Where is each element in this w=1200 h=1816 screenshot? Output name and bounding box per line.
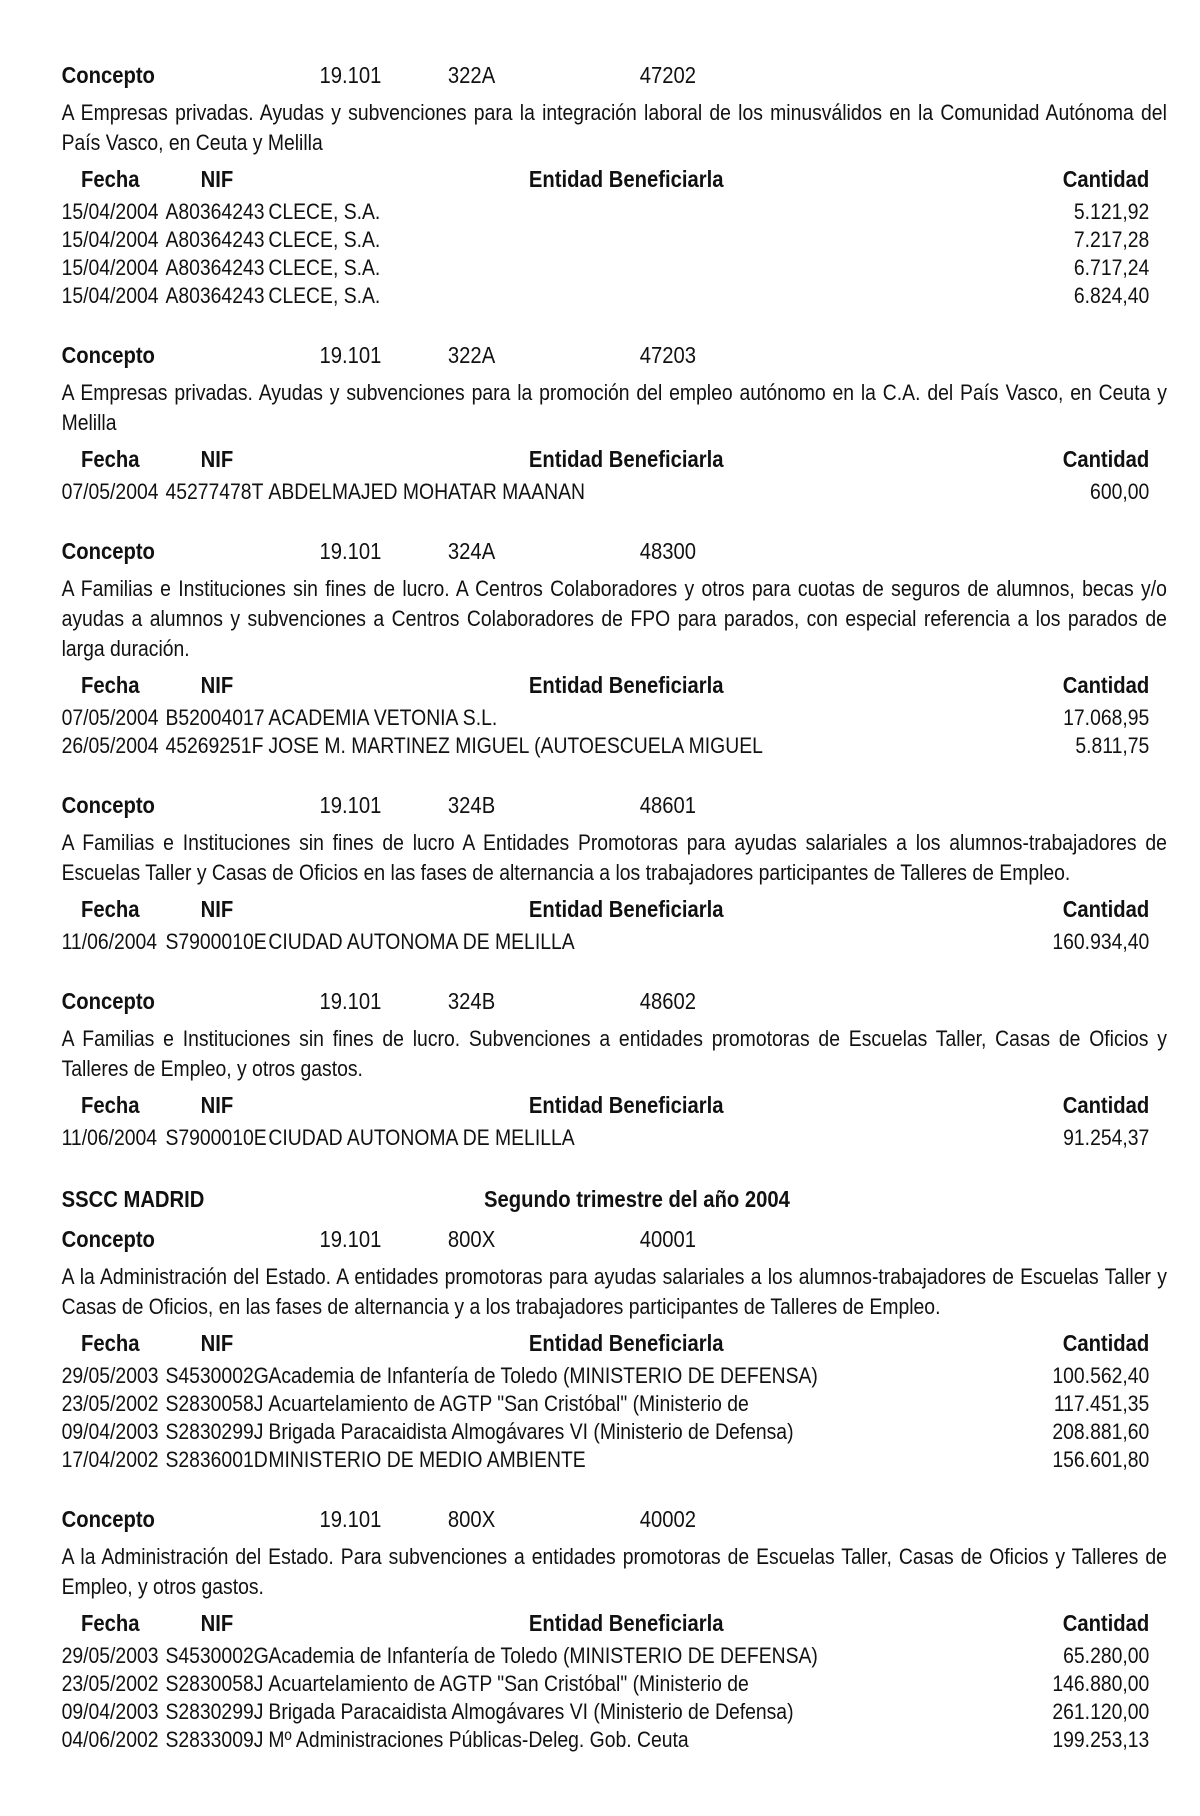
concept-line bbox=[62, 1222, 1167, 1256]
row-nif: A80364243 bbox=[165, 283, 265, 308]
header-nif: NIF bbox=[200, 446, 234, 472]
concept-section bbox=[62, 984, 1167, 1152]
concept-org: 19.101 bbox=[319, 988, 382, 1014]
concept-label: Concepto bbox=[61, 988, 155, 1014]
table-row bbox=[62, 198, 1167, 226]
row-entidad: Mº Administraciones Públicas-Deleg. Gob. Ceuta bbox=[268, 1727, 689, 1752]
concept-org: 19.101 bbox=[319, 62, 382, 88]
row-cantidad: 5.121,92 bbox=[1073, 199, 1150, 224]
row-fecha: 26/05/2004 bbox=[61, 733, 159, 758]
table-row bbox=[62, 1698, 1167, 1726]
table-header bbox=[62, 1604, 1167, 1642]
concept-label: Concepto bbox=[61, 342, 155, 368]
row-nif: A80364243 bbox=[165, 227, 265, 252]
concept-description: A Familias e Instituciones sin fines de lucro. A Centros Colaboradores y otros para cuotas de seguros de alumnos, becas y/o ayudas a alumnos y subvenciones a Centros Colaboradores de FPO para parados, con especial referencia a los parados de larga duración. bbox=[61, 576, 1167, 661]
table-rows bbox=[62, 1124, 1167, 1152]
row-entidad: CIUDAD AUTONOMA DE MELILLA bbox=[268, 1125, 575, 1150]
concept-section bbox=[62, 338, 1167, 506]
row-fecha: 29/05/2003 bbox=[61, 1643, 159, 1668]
header-fecha: Fecha bbox=[80, 166, 140, 192]
row-fecha: 04/06/2002 bbox=[61, 1727, 159, 1752]
row-nif: B52004017 bbox=[165, 705, 265, 730]
table-header bbox=[62, 666, 1167, 704]
table-row bbox=[62, 478, 1167, 506]
header-cantidad: Cantidad bbox=[1062, 166, 1150, 192]
row-entidad: MINISTERIO DE MEDIO AMBIENTE bbox=[268, 1447, 586, 1472]
table-rows bbox=[62, 198, 1167, 310]
header-cantidad: Cantidad bbox=[1062, 446, 1150, 472]
header-nif: NIF bbox=[200, 672, 234, 698]
concept-label: Concepto bbox=[61, 1226, 155, 1252]
row-cantidad: 7.217,28 bbox=[1073, 227, 1150, 252]
table-rows bbox=[62, 1362, 1167, 1474]
table-row bbox=[62, 1124, 1167, 1152]
header-entidad: Entidad Beneficiarla bbox=[528, 1092, 724, 1118]
row-cantidad: 600,00 bbox=[1090, 479, 1150, 504]
header-nif: NIF bbox=[200, 896, 234, 922]
table-rows bbox=[62, 1642, 1167, 1754]
header-fecha: Fecha bbox=[80, 1330, 140, 1356]
row-fecha: 17/04/2002 bbox=[61, 1447, 159, 1472]
row-entidad: CLECE, S.A. bbox=[268, 283, 381, 308]
row-nif: S2830299J bbox=[165, 1419, 264, 1444]
concept-description: A Familias e Instituciones sin fines de lucro A Entidades Promotoras para ayudas salariales a los alumnos-trabajadores de Escuelas Taller y Casas de Oficios en las fases de alternancia a los trabajadores participantes de Talleres de Empleo. bbox=[61, 830, 1167, 885]
concept-description: A Empresas privadas. Ayudas y subvenciones para la integración laboral de los minusválidos en la Comunidad Autónoma del País Vasco, en Ceuta y Melilla bbox=[61, 100, 1167, 155]
concept-code: 40001 bbox=[639, 1226, 697, 1252]
concept-label: Concepto bbox=[61, 792, 155, 818]
concept-label: Concepto bbox=[61, 1506, 155, 1532]
row-entidad: CLECE, S.A. bbox=[268, 227, 381, 252]
concept-description: A la Administración del Estado. Para subvenciones a entidades promotoras de Escuelas Taller, Casas de Oficios y Talleres de Empleo, y otros gastos. bbox=[61, 1544, 1167, 1599]
row-entidad: ACADEMIA VETONIA S.L. bbox=[268, 705, 498, 730]
row-cantidad: 160.934,40 bbox=[1052, 929, 1150, 954]
row-nif: S2830058J bbox=[165, 1391, 264, 1416]
concept-section bbox=[62, 534, 1167, 760]
region-name: SSCC MADRID bbox=[61, 1186, 205, 1212]
concept-org: 19.101 bbox=[319, 342, 382, 368]
concept-org: 19.101 bbox=[319, 1506, 382, 1532]
row-nif: 45277478T bbox=[165, 479, 264, 504]
row-cantidad: 199.253,13 bbox=[1052, 1727, 1150, 1752]
header-cantidad: Cantidad bbox=[1062, 1092, 1150, 1118]
table-row bbox=[62, 1418, 1167, 1446]
concept-section bbox=[62, 58, 1167, 310]
concept-program: 322A bbox=[447, 342, 496, 368]
row-fecha: 29/05/2003 bbox=[61, 1363, 159, 1388]
row-fecha: 07/05/2004 bbox=[61, 479, 159, 504]
header-entidad: Entidad Beneficiarla bbox=[528, 1330, 724, 1356]
row-cantidad: 91.254,37 bbox=[1063, 1125, 1150, 1150]
row-cantidad: 146.880,00 bbox=[1052, 1671, 1150, 1696]
row-cantidad: 17.068,95 bbox=[1063, 705, 1150, 730]
concept-line bbox=[62, 1502, 1167, 1536]
header-fecha: Fecha bbox=[80, 1092, 140, 1118]
concept-code: 47203 bbox=[639, 342, 697, 368]
row-entidad: Brigada Paracaidista Almogávares VI (Ministerio de Defensa) bbox=[268, 1699, 794, 1724]
concept-description: A Familias e Instituciones sin fines de lucro. Subvenciones a entidades promotoras de Escuelas Taller, Casas de Oficios y Talleres de Empleo, y otros gastos. bbox=[61, 1026, 1167, 1081]
header-cantidad: Cantidad bbox=[1062, 896, 1150, 922]
row-fecha: 15/04/2004 bbox=[61, 199, 159, 224]
table-row bbox=[62, 1446, 1167, 1474]
concept-code: 48602 bbox=[639, 988, 697, 1014]
table-row bbox=[62, 1670, 1167, 1698]
header-fecha: Fecha bbox=[80, 1610, 140, 1636]
concept-label: Concepto bbox=[61, 538, 155, 564]
header-fecha: Fecha bbox=[80, 896, 140, 922]
row-nif: 45269251F bbox=[165, 733, 264, 758]
concept-code: 40002 bbox=[639, 1506, 697, 1532]
concept-org: 19.101 bbox=[319, 1226, 382, 1252]
table-row bbox=[62, 254, 1167, 282]
row-cantidad: 5.811,75 bbox=[1075, 733, 1150, 758]
table-header bbox=[62, 1086, 1167, 1124]
row-fecha: 09/04/2003 bbox=[61, 1699, 159, 1724]
table-header bbox=[62, 890, 1167, 928]
row-nif: S2830058J bbox=[165, 1671, 264, 1696]
table-row bbox=[62, 928, 1167, 956]
header-entidad: Entidad Beneficiarla bbox=[528, 1610, 724, 1636]
row-entidad: Brigada Paracaidista Almogávares VI (Ministerio de Defensa) bbox=[268, 1419, 794, 1444]
table-row bbox=[62, 1642, 1167, 1670]
table-row bbox=[62, 226, 1167, 254]
header-entidad: Entidad Beneficiarla bbox=[528, 166, 724, 192]
concept-code: 47202 bbox=[639, 62, 697, 88]
row-cantidad: 6.717,24 bbox=[1073, 255, 1150, 280]
row-entidad: Academia de Infantería de Toledo (MINISTERIO DE DEFENSA) bbox=[268, 1643, 818, 1668]
table-row bbox=[62, 282, 1167, 310]
region-period: Segundo trimestre del año 2004 bbox=[484, 1186, 790, 1212]
header-nif: NIF bbox=[200, 1092, 234, 1118]
concept-description: A la Administración del Estado. A entidades promotoras para ayudas salariales a los alumnos-trabajadores de Escuelas Taller y Casas de Oficios, en las fases de alternancia y a los trabajadores participantes de Talleres de Empleo. bbox=[61, 1264, 1167, 1319]
table-header bbox=[62, 440, 1167, 478]
table-row bbox=[62, 732, 1167, 760]
document-content bbox=[62, 58, 1167, 1754]
concept-org: 19.101 bbox=[319, 792, 382, 818]
header-entidad: Entidad Beneficiarla bbox=[528, 896, 724, 922]
row-cantidad: 261.120,00 bbox=[1052, 1699, 1150, 1724]
row-fecha: 15/04/2004 bbox=[61, 283, 159, 308]
row-cantidad: 117.451,35 bbox=[1053, 1391, 1150, 1416]
concept-program: 324B bbox=[447, 792, 496, 818]
row-entidad: Acuartelamiento de AGTP "San Cristóbal" (Ministerio de bbox=[268, 1671, 749, 1696]
row-nif: S2830299J bbox=[165, 1699, 264, 1724]
row-cantidad: 208.881,60 bbox=[1052, 1419, 1150, 1444]
concept-line bbox=[62, 338, 1167, 372]
header-nif: NIF bbox=[200, 1610, 234, 1636]
sections-top bbox=[62, 58, 1167, 1152]
concept-program: 324A bbox=[447, 538, 496, 564]
header-entidad: Entidad Beneficiarla bbox=[528, 446, 724, 472]
row-entidad: CLECE, S.A. bbox=[268, 199, 381, 224]
row-entidad: CIUDAD AUTONOMA DE MELILLA bbox=[268, 929, 575, 954]
header-fecha: Fecha bbox=[80, 672, 140, 698]
table-row bbox=[62, 1390, 1167, 1418]
concept-section bbox=[62, 1222, 1167, 1474]
row-nif: S4530002G bbox=[165, 1643, 269, 1668]
header-cantidad: Cantidad bbox=[1062, 1610, 1150, 1636]
concept-program: 800X bbox=[447, 1226, 496, 1252]
concept-line bbox=[62, 534, 1167, 568]
concept-description: A Empresas privadas. Ayudas y subvenciones para la promoción del empleo autónomo en la C.A. del País Vasco, en Ceuta y Melilla bbox=[61, 380, 1167, 435]
table-row bbox=[62, 704, 1167, 732]
row-entidad: Academia de Infantería de Toledo (MINISTERIO DE DEFENSA) bbox=[268, 1363, 818, 1388]
concept-label: Concepto bbox=[61, 62, 155, 88]
row-fecha: 09/04/2003 bbox=[61, 1419, 159, 1444]
row-cantidad: 156.601,80 bbox=[1052, 1447, 1150, 1472]
concept-code: 48601 bbox=[639, 792, 697, 818]
row-cantidad: 6.824,40 bbox=[1073, 283, 1150, 308]
row-fecha: 23/05/2002 bbox=[61, 1391, 159, 1416]
row-fecha: 11/06/2004 bbox=[61, 1125, 158, 1150]
table-header bbox=[62, 1324, 1167, 1362]
table-rows bbox=[62, 704, 1167, 760]
concept-section bbox=[62, 788, 1167, 956]
row-nif: S2836001D bbox=[165, 1447, 268, 1472]
concept-code: 48300 bbox=[639, 538, 697, 564]
row-entidad: ABDELMAJED MOHATAR MAANAN bbox=[268, 479, 586, 504]
table-header bbox=[62, 160, 1167, 198]
header-nif: NIF bbox=[200, 166, 234, 192]
concept-line bbox=[62, 58, 1167, 92]
row-fecha: 23/05/2002 bbox=[61, 1671, 159, 1696]
row-nif: A80364243 bbox=[165, 255, 265, 280]
row-fecha: 15/04/2004 bbox=[61, 227, 159, 252]
concept-section bbox=[62, 1502, 1167, 1754]
row-cantidad: 100.562,40 bbox=[1052, 1363, 1150, 1388]
header-cantidad: Cantidad bbox=[1062, 1330, 1150, 1356]
header-nif: NIF bbox=[200, 1330, 234, 1356]
row-nif: S4530002G bbox=[165, 1363, 269, 1388]
row-entidad: JOSE M. MARTINEZ MIGUEL (AUTOESCUELA MIGUEL bbox=[268, 733, 763, 758]
concept-line bbox=[62, 984, 1167, 1018]
concept-org: 19.101 bbox=[319, 538, 382, 564]
row-nif: S7900010E bbox=[165, 929, 267, 954]
row-cantidad: 65.280,00 bbox=[1063, 1643, 1150, 1668]
header-entidad: Entidad Beneficiarla bbox=[528, 672, 724, 698]
concept-line bbox=[62, 788, 1167, 822]
row-nif: S2833009J bbox=[165, 1727, 264, 1752]
header-cantidad: Cantidad bbox=[1062, 672, 1150, 698]
header-fecha: Fecha bbox=[80, 446, 140, 472]
concept-program: 324B bbox=[447, 988, 496, 1014]
table-row bbox=[62, 1726, 1167, 1754]
row-entidad: CLECE, S.A. bbox=[268, 255, 381, 280]
table-rows bbox=[62, 478, 1167, 506]
row-entidad: Acuartelamiento de AGTP "San Cristóbal" (Ministerio de bbox=[268, 1391, 749, 1416]
row-fecha: 07/05/2004 bbox=[61, 705, 159, 730]
row-nif: S7900010E bbox=[165, 1125, 267, 1150]
row-nif: A80364243 bbox=[165, 199, 265, 224]
sections-region bbox=[62, 1222, 1167, 1754]
table-rows bbox=[62, 928, 1167, 956]
row-fecha: 15/04/2004 bbox=[61, 255, 159, 280]
concept-program: 800X bbox=[447, 1506, 496, 1532]
table-row bbox=[62, 1362, 1167, 1390]
concept-program: 322A bbox=[447, 62, 496, 88]
row-fecha: 11/06/2004 bbox=[61, 929, 158, 954]
region-header bbox=[62, 1180, 1167, 1218]
